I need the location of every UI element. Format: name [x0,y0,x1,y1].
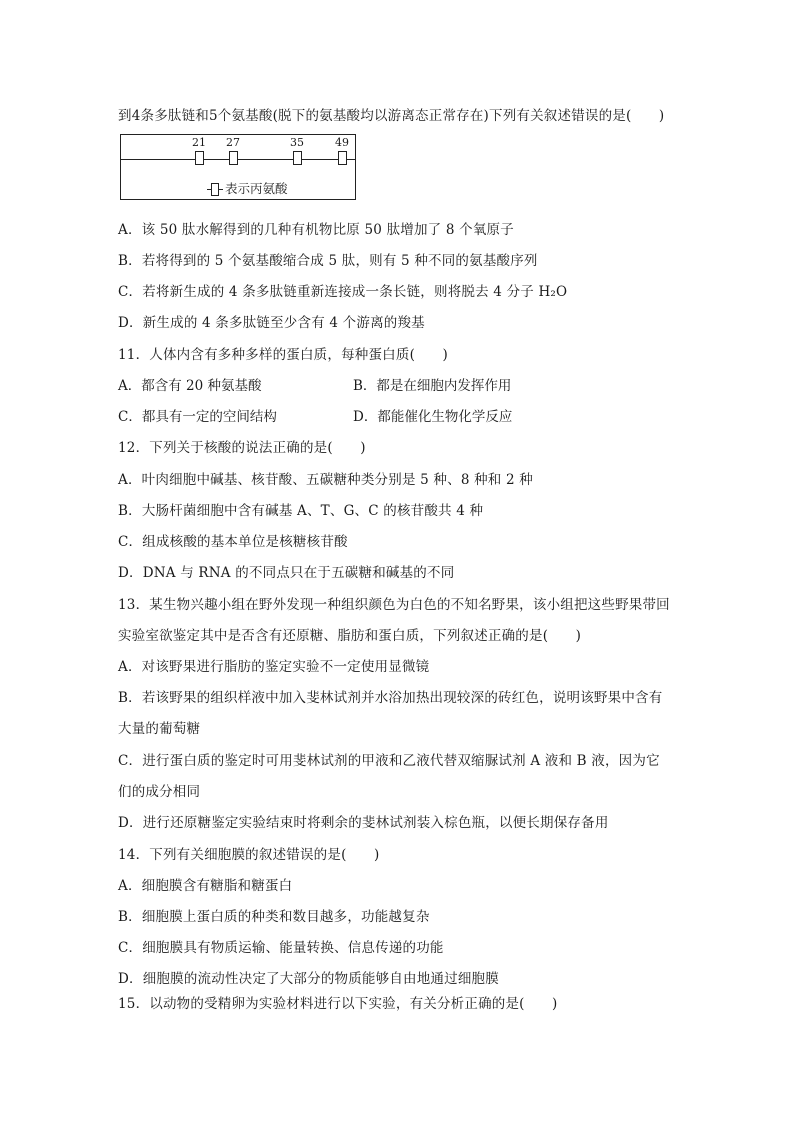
alanine-residue-21 [195,151,204,165]
q11-stem: 11．人体内含有多种多样的蛋白质，每种蛋白质( ) [118,347,448,363]
q14-option-a: A．细胞膜含有糖脂和糖蛋白 [118,878,293,894]
position-label-49: 49 [335,136,349,149]
q14-option-b: B．细胞膜上蛋白质的种类和数目越多，功能越复杂 [118,909,430,925]
q11-option-d: D．都能催化生物化学反应 [353,409,513,425]
q13-stem-line-1: 13．某生物兴趣小组在野外发现一种组织颜色为白色的不知名野果，该小组把这些野果带回 [118,597,670,613]
alanine-residue-27 [229,151,238,165]
alanine-position-diagram [120,134,356,200]
diagram-legend [207,179,288,197]
q12-option-b: B．大肠杆菌细胞中含有碱基 A、T、G、C 的核苷酸共 4 种 [118,503,484,519]
q10-option-a: A．该 50 肽水解得到的几种有机物比原 50 肽增加了 8 个氧原子 [118,222,514,238]
q12-option-c: C．组成核酸的基本单位是核糖核苷酸 [118,534,348,550]
q12-stem: 12．下列关于核酸的说法正确的是( ) [118,440,366,456]
q11-option-c: C．都具有一定的空间结构 [118,409,277,425]
peptide-chain-line [121,159,355,160]
q10-option-d: D．新生成的 4 条多肽链至少含有 4 个游离的羧基 [118,315,425,331]
q13-option-d: D．进行还原糖鉴定实验结束时将剩余的斐林试剂装入棕色瓶，以便长期保存备用 [118,815,609,831]
q12-option-d: D．DNA 与 RNA 的不同点只在于五碳糖和碱基的不同 [118,565,455,581]
q11-option-b: B．都是在细胞内发挥作用 [353,378,512,394]
q13-option-b-line-2: 大量的葡萄糖 [118,721,201,737]
q14-option-c: C．细胞膜具有物质运输、能量转换、信息传递的功能 [118,940,444,956]
q15-stem: 15．以动物的受精卵为实验材料进行以下实验，有关分析正确的是( ) [118,996,558,1012]
q13-option-c-line-1: C．进行蛋白质的鉴定时可用斐林试剂的甲液和乙液代替双缩脲试剂 A 液和 B 液，因为它 [118,753,660,769]
alanine-residue-49 [338,151,347,165]
legend-text: 表示丙氨酸 [225,181,288,196]
q11-option-a: A．都含有 20 种氨基酸 [118,378,262,394]
q10-option-c: C．若将新生成的 4 条多肽链重新连接成一条长链，则将脱去 4 分子 H₂O [118,284,568,300]
q13-option-c-line-2: 们的成分相同 [118,784,201,800]
q14-option-d: D．细胞膜的流动性决定了大部分的物质能够自由地通过细胞膜 [118,971,499,987]
position-label-27: 27 [226,136,240,149]
q10-option-b: B．若将得到的 5 个氨基酸缩合成 5 肽，则有 5 种不同的氨基酸序列 [118,253,538,269]
q13-option-b-line-1: B．若该野果的组织样液中加入斐林试剂并水浴加热出现较深的砖红色，说明该野果中含有 [118,690,663,706]
position-label-21: 21 [192,136,206,149]
q13-stem-line-2: 实验室欲鉴定其中是否含有还原糖、脂肪和蛋白质，下列叙述正确的是( ) [118,628,582,644]
position-label-35: 35 [290,136,304,149]
question-10-stem-continuation: 到4条多肽链和5个氨基酸(脱下的氨基酸均以游离态正常存在)下列有关叙述错误的是( ) [118,108,665,124]
alanine-symbol-icon [207,183,223,197]
q12-option-a: A．叶肉细胞中碱基、核苷酸、五碳糖种类分别是 5 种、8 种和 2 种 [118,472,533,488]
alanine-residue-35 [293,151,302,165]
q13-option-a: A．对该野果进行脂肪的鉴定实验不一定使用显微镜 [118,659,430,675]
q14-stem: 14．下列有关细胞膜的叙述错误的是( ) [118,847,380,863]
